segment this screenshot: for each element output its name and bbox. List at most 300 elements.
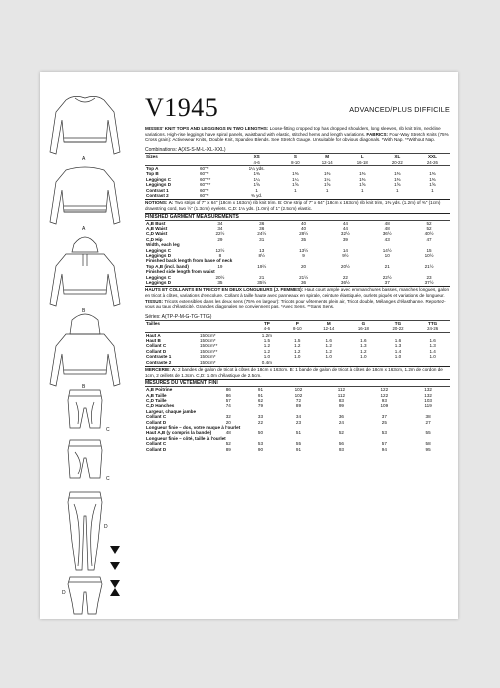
row-label: Finished back length from base of neck	[146, 258, 233, 264]
cell-value: 52	[225, 441, 231, 447]
table-row	[145, 280, 450, 285]
cell-value: 48	[366, 220, 408, 226]
row-label: Top B	[146, 171, 159, 177]
fabric-width: 60"*	[200, 187, 209, 193]
row-label: Largeur, chaque jambe	[146, 408, 197, 414]
cell-value: 20½	[215, 274, 225, 280]
cell-value	[415, 360, 450, 365]
cell-value: 1¼	[253, 176, 260, 182]
cell-value	[345, 193, 380, 198]
cell-value: 34	[295, 414, 302, 420]
view-label-d-front: D	[104, 524, 108, 530]
cell-value: 1.2m	[251, 332, 284, 338]
view-label-b-back: B	[82, 384, 86, 390]
english-notions-text: Two strips of 7" x 64" (18cm x 163cm) rib knit trim. B: One strip of 7" x 64" (18cm x 163cm) rib knit trim, 1⅜ yds. (1.2m) of ⅜" (1cm) drawstring cord, two ½" (1.3cm) eyelets. C,D: 1⅛ yds. (1.0m) of 1" (2.5cm) elastic.	[145, 200, 441, 211]
cell-value: 20	[301, 263, 307, 269]
cell-value: 91	[257, 392, 264, 398]
french-fabrics-text: Tricots extensibles dans les deux sens (75% en largeur): Tricots pour vêtements plein air, Tricot double, Mélanges d'élasthanne. Reportez-vous au taux d'élasticité. Grandes diagonales ne conviennent pas. *Avec Sens. **Sans Sens.	[145, 298, 446, 310]
cell-value: 58	[425, 441, 431, 447]
cell-value: 56	[338, 441, 344, 447]
english-measurement-rows	[145, 220, 450, 285]
cell-value: 51	[295, 430, 302, 436]
cell-value: 12½	[215, 247, 225, 253]
cell-value: 53	[381, 430, 387, 436]
cell-value: 1.2	[263, 343, 271, 349]
cell-value: 23	[295, 419, 302, 425]
english-fabrics-text: Four-Way Stretch Knits (75% Cross grain): Activewear Knits, Double Knit, Spandex Blends. See Stretch Gauge. Unsuitable for obvious diagonals. *With Nap. **Without Nap.	[145, 131, 449, 143]
cell-value: 52	[338, 430, 344, 436]
french-notions-label: MERCERIE: A:	[145, 367, 177, 373]
cell-value: 1.3	[360, 343, 367, 349]
row-label: Contraste 1	[146, 354, 172, 360]
cell-value: 103	[424, 398, 432, 404]
cell-value: 48	[225, 430, 231, 436]
cell-value: 8	[218, 252, 222, 258]
cell-value: 1	[431, 187, 434, 193]
cell-value: 1⅜	[429, 176, 436, 182]
cell-value: 10	[384, 252, 390, 258]
fabric-width: 150cm*	[199, 332, 251, 338]
row-label: Contrast 2	[146, 192, 169, 198]
cell-value: 13	[259, 247, 265, 253]
french-measurements-title: MESURES DU VÊTEMENT FINI	[145, 379, 450, 386]
row-label: C,D Hanches	[146, 403, 175, 409]
cell-value: 1.4	[394, 348, 402, 354]
cell-value: 1.2	[325, 348, 332, 354]
cell-value: 14	[342, 247, 348, 253]
english-combinations: Combinations: A(XS-S-M-L-XL-XXL)	[145, 147, 226, 154]
cell-value: 102	[294, 392, 303, 398]
cell-value: 21	[259, 274, 265, 280]
cell-value: 1.0	[360, 354, 367, 360]
cell-value: 1.6	[394, 338, 402, 344]
cell-value: 112	[320, 387, 362, 393]
cell-value: 38	[425, 414, 431, 420]
pattern-envelope-back	[40, 72, 458, 619]
cell-value: 1.3	[429, 343, 436, 349]
cell-value: 36	[259, 225, 265, 231]
cell-value: 22½	[215, 231, 225, 237]
numeric-size: 12-14	[323, 326, 335, 332]
cell-value: 35½	[257, 280, 267, 286]
fabric-width: 60"*	[200, 171, 209, 177]
fabric-width: 150cm**	[200, 343, 218, 349]
cell-value: 35	[301, 236, 307, 242]
cell-value: 1⅜	[394, 176, 401, 182]
cell-value: 50	[257, 430, 264, 436]
cell-value: 23	[426, 274, 432, 280]
size-col: TG	[381, 320, 416, 326]
row-label: C,D Waist	[146, 231, 168, 237]
english-title: MISSES' KNIT TOPS AND LEGGINGS IN TWO LENGTHS:	[145, 126, 269, 131]
cell-value: 55	[295, 441, 302, 447]
size-col: XXL	[415, 154, 450, 160]
view-label-d-back: D	[62, 590, 66, 596]
numeric-size: 24-26	[426, 159, 438, 165]
cell-value: 13½	[299, 247, 309, 253]
cell-value: 79	[257, 403, 264, 409]
cell-value: 1.6	[325, 338, 332, 344]
english-notions	[145, 199, 450, 211]
cell-value: 1.0	[325, 354, 332, 360]
cell-value	[311, 360, 346, 365]
cell-value: 1⅜	[359, 176, 366, 182]
french-yardage-rows	[145, 332, 450, 365]
size-col: S	[281, 154, 310, 160]
row-label: Leggings D	[146, 280, 172, 286]
french-measurement-table	[145, 386, 450, 452]
difficulty-label: ADVANCED/PLUS DIFFICILE	[349, 105, 450, 114]
leggings-d-back-sketch	[68, 577, 102, 614]
top-a-back-sketch	[50, 167, 120, 224]
cell-value: 89	[295, 403, 302, 409]
cell-value: 1⅝	[253, 182, 260, 188]
cell-value: 1⅜	[324, 171, 331, 177]
cell-value: 21	[384, 263, 390, 269]
cell-value: 31	[259, 236, 265, 242]
cell-value: 34	[217, 225, 223, 231]
cell-value: 102	[277, 387, 321, 393]
fabric-width: 60"*	[199, 165, 232, 171]
french-measurement-rows	[145, 387, 450, 452]
english-size-header: Sizes XS S M L XL XXL	[145, 154, 450, 160]
cell-value: 37	[384, 280, 390, 286]
cell-value: 1.2	[294, 348, 301, 354]
size-col: M	[310, 154, 345, 160]
cell-value: 40	[301, 225, 307, 231]
numeric-size: 4-6	[263, 326, 270, 332]
table-row	[145, 360, 450, 365]
cell-value: 1⅝	[324, 182, 331, 188]
cell-value: 9½	[342, 252, 349, 258]
cell-value	[281, 193, 310, 198]
numeric-size: 8-10	[292, 326, 302, 332]
cell-value: 1.2	[294, 343, 301, 349]
cell-value: 90	[257, 446, 264, 452]
cell-value: 74	[225, 403, 231, 409]
english-measurements-title: FINISHED GARMENT MEASUREMENTS	[145, 213, 450, 220]
cell-value: 1.0	[263, 354, 271, 360]
cell-value: 1⅝	[394, 182, 401, 188]
table-row	[145, 447, 450, 452]
cell-value: 40	[283, 220, 325, 226]
pattern-info	[145, 94, 450, 452]
cell-value: 52	[426, 225, 432, 231]
cell-value: 25	[381, 419, 387, 425]
row-label: Longueur finie – dos, votre nuque à l'ourlet	[146, 425, 241, 431]
numeric-size: 8-10	[291, 159, 300, 165]
cell-value: 47	[426, 236, 432, 242]
french-notions-text: 2 bandes de galon de tricot à côtes de 18cm x 163cm. B: 1 bande de galon de tricot à côtes de 18cm x 163cm, 1.2m de cordon de 1cm, 2 œillets de 1.3cm. C,D: 1.0m d'élastique de 2.5cm.	[145, 367, 443, 378]
fabric-width: 150cm**	[200, 348, 218, 354]
cell-value: 1.6	[360, 338, 367, 344]
cell-value: 1⅝	[359, 182, 366, 188]
english-description	[145, 126, 450, 143]
size-col: TTG	[415, 320, 450, 326]
cell-value: 122	[362, 387, 406, 393]
leggings-c-back-sketch	[68, 440, 102, 478]
numeric-size: 24-26	[427, 326, 439, 332]
cell-value: 27	[425, 419, 431, 425]
fabric-width: 150cm*	[200, 354, 216, 360]
cell-value: 32	[225, 414, 231, 420]
row-label: Leggings C	[146, 176, 172, 182]
cell-value: 48	[384, 225, 390, 231]
english-notions-label: NOTIONS: A:	[145, 200, 174, 206]
cell-value: 86	[225, 392, 231, 398]
cell-value: 22	[342, 274, 348, 280]
cell-value: 89	[225, 446, 231, 452]
english-yardage-rows	[145, 165, 450, 198]
french-fabrics-label: TISSUS:	[145, 298, 164, 304]
cell-value: 37½	[424, 280, 434, 286]
cell-value: 1¼ yds.	[232, 165, 281, 171]
cell-value: 37	[381, 414, 387, 420]
numeric-size: 16-18	[356, 159, 368, 165]
cell-value: 112	[337, 392, 346, 398]
row-label: Collant D	[146, 446, 167, 452]
cell-value: 1.0	[394, 354, 402, 360]
row-label: Contraste 2	[146, 359, 172, 365]
pattern-header	[145, 94, 450, 124]
row-label: Longueur finie – côté, taille à l'ourlet	[146, 435, 226, 441]
cell-value: 52	[408, 220, 450, 226]
size-col: G	[346, 320, 381, 326]
cell-value: 95	[425, 446, 431, 452]
garment-sketches	[40, 72, 132, 619]
stretch-gauge-icon	[110, 546, 120, 596]
cell-value: 1.6	[429, 338, 436, 344]
english-desc-text: Loose-fitting cropped top has dropped shoulders, long sleeves, rib knit trim, neckline variations. High-rise leggings have spiral panels, waistband with elastic, stitched hems and length variations.	[145, 126, 441, 137]
cell-value: 1.5	[294, 338, 301, 344]
cell-value: 39	[342, 236, 348, 242]
english-yardage-table	[145, 153, 450, 198]
english-fabrics-label: FABRICS:	[366, 131, 389, 137]
view-label-c-back: C	[106, 476, 110, 482]
view-label-a-front: A	[82, 156, 86, 162]
cell-value: 1.3	[394, 343, 402, 349]
row-label: Collant C	[146, 414, 167, 420]
cell-value: 24	[338, 419, 344, 425]
row-label: Leggings C	[146, 274, 172, 280]
cell-value: 83	[338, 398, 344, 404]
cell-value: 53	[257, 441, 264, 447]
size-col: XS	[232, 154, 281, 160]
row-label: Collant D	[146, 348, 167, 354]
row-label: Width, each leg	[146, 242, 180, 248]
cell-value: 1¼	[324, 176, 331, 182]
cell-value: 1⅜	[394, 171, 401, 177]
cell-value: 40½	[424, 231, 434, 237]
row-label: C,D Hip	[146, 236, 163, 242]
cell-value: 99	[338, 403, 344, 409]
row-label: A,B Poitrine	[145, 387, 212, 393]
french-sizes-label: Tailles	[145, 320, 199, 326]
cell-value: 44	[324, 220, 366, 226]
cell-value: 1.0	[294, 354, 301, 360]
cell-value: 14½	[382, 247, 392, 253]
cell-value: 57	[225, 398, 231, 404]
cell-value: 93	[338, 446, 344, 452]
cell-value: 1⅜	[359, 171, 366, 177]
cell-value	[415, 193, 450, 198]
cell-value: 1	[360, 187, 364, 193]
pattern-number: V1945	[145, 93, 219, 122]
cell-value: 43	[384, 236, 390, 242]
cell-value: 1⅝	[292, 182, 299, 188]
french-yardage-table	[145, 320, 450, 365]
cell-value: 10½	[424, 252, 434, 258]
cell-value: 1⅝	[429, 182, 436, 188]
cell-value: 22½	[382, 274, 392, 280]
row-label: Collant D	[146, 419, 167, 425]
cell-value: 1.5	[263, 338, 271, 344]
row-label: Collant C	[146, 441, 167, 447]
view-label-a-back: A	[82, 226, 86, 232]
row-label: C,D Taille	[146, 398, 167, 404]
cell-value: 20	[225, 419, 231, 425]
cell-value: 122	[380, 392, 389, 398]
cell-value: 1.2	[263, 348, 271, 354]
cell-value	[380, 193, 415, 198]
row-label: Finished side length from waist	[146, 269, 215, 275]
cell-value: 8½	[258, 252, 265, 258]
cell-value: 36½	[340, 280, 350, 286]
cell-value: 28½	[299, 231, 309, 237]
leggings-c-front-sketch	[68, 390, 102, 428]
row-label: A,B Bust	[145, 220, 199, 226]
french-title: HAUTS ET COLLANTS EN TRICOT EN DEUX LONGUEURS (J. FEMMES):	[145, 287, 304, 293]
cell-value: 9	[302, 252, 305, 258]
french-description	[145, 286, 450, 309]
row-label: Leggings D	[146, 252, 172, 258]
size-col: TP	[251, 320, 284, 326]
cell-value: 109	[380, 403, 389, 409]
cell-value: 33	[257, 414, 264, 420]
row-label: A,B Waist	[146, 225, 168, 231]
cell-value: 1⅜	[253, 171, 260, 177]
cell-value	[381, 360, 416, 365]
cell-value: 35	[217, 280, 223, 286]
numeric-size: 20-22	[391, 159, 403, 165]
row-label: Contrast 1	[146, 187, 169, 193]
leggings-d-front-sketch	[68, 492, 102, 570]
cell-value: 24½	[257, 231, 267, 237]
cell-value: 36	[338, 414, 344, 420]
cell-value: 36	[241, 220, 283, 226]
table-row	[145, 193, 450, 198]
cell-value: 132	[424, 392, 432, 398]
french-desc-text: Haut court ample avec emmanchures basses, manches longues, galon en tricot à côtes, variations d'encolure. Collant à taille haute avec panneaux en spirale, ceinture élastiquée, ourlets piqués et variations de longueur.	[145, 287, 450, 299]
cell-value	[310, 193, 345, 198]
cell-value: 1.2	[360, 348, 367, 354]
numeric-size: 4-6	[253, 159, 260, 165]
row-label: Top A	[145, 165, 199, 171]
top-a-front-sketch	[50, 96, 120, 154]
cell-value: 21½	[299, 274, 309, 280]
line-drawings	[40, 72, 132, 619]
row-label: Top A,B (incl. band)	[146, 263, 189, 269]
size-col: L	[345, 154, 380, 160]
cell-value: 36	[301, 280, 307, 286]
cell-value: 1¼	[292, 176, 299, 182]
cell-value: 132	[406, 387, 450, 393]
fabric-width: 150cm*	[200, 338, 216, 344]
row-label: Collant C	[146, 343, 167, 349]
fabric-width: 60"**	[200, 176, 211, 182]
cell-value: 1.4	[429, 348, 436, 354]
cell-value: 32½	[340, 231, 350, 237]
row-label: Leggings D	[146, 182, 172, 188]
cell-value: 1⅜	[429, 171, 436, 177]
cell-value: 1.2	[325, 343, 332, 349]
numeric-size: 12-14	[321, 159, 333, 165]
french-notions	[145, 366, 450, 378]
cell-value: 1.0	[429, 354, 436, 360]
top-b-back-sketch	[50, 314, 120, 386]
cell-value: 1	[396, 187, 399, 193]
cell-value: 94	[381, 446, 387, 452]
cell-value: 19½	[257, 263, 267, 269]
cell-value: 21½	[424, 263, 434, 269]
cell-value: 0.4m	[261, 359, 272, 365]
fabric-width: 150cm*	[200, 359, 216, 365]
cell-value: 15	[426, 247, 432, 253]
cell-value: 20½	[340, 263, 350, 269]
cell-value: 86	[212, 387, 244, 393]
numeric-size: 16-18	[357, 326, 369, 332]
numeric-size: 20-22	[392, 326, 404, 332]
cell-value: 19	[217, 263, 223, 269]
cell-value: 55	[425, 430, 431, 436]
french-series: Séries: A(TP-P-M-G-TG-TTG)	[145, 313, 212, 320]
size-col: P	[283, 320, 311, 326]
cell-value: 62	[257, 398, 264, 404]
row-label: Haut A,B (y compris la bande)	[146, 430, 212, 436]
cell-value: 91	[244, 387, 276, 393]
cell-value: 29	[217, 236, 223, 242]
size-col: XL	[380, 154, 415, 160]
cell-value: 57	[381, 441, 387, 447]
row-label: Leggings C	[146, 247, 172, 253]
cell-value: 93	[381, 398, 387, 404]
fabric-width: 60"**	[200, 182, 211, 188]
view-label-b-front: B	[82, 308, 86, 314]
cell-value: 1	[255, 187, 258, 193]
cell-value: 44	[342, 225, 348, 231]
row-label: Haut A	[145, 332, 199, 338]
cell-value: 119	[424, 403, 432, 409]
cell-value: 1⅜	[292, 171, 299, 177]
cell-value: 72	[295, 398, 302, 404]
size-col: M	[311, 320, 346, 326]
cell-value: 91	[295, 446, 302, 452]
cell-value: ⅜ yd.	[251, 192, 263, 198]
english-measurement-table	[145, 220, 450, 286]
fabric-width: 60"*	[200, 192, 209, 198]
top-b-front-sketch	[50, 237, 120, 306]
view-label-c-front: C	[106, 427, 110, 433]
cell-value	[346, 360, 381, 365]
row-label: A,B Taille	[146, 392, 167, 398]
row-label: Haut B	[146, 338, 161, 344]
cell-value: 36½	[382, 231, 392, 237]
cell-value	[283, 360, 311, 365]
cell-value: 1	[325, 187, 329, 193]
cell-value: 1	[294, 187, 297, 193]
cell-value: 34	[199, 220, 241, 226]
cell-value: 22	[257, 419, 264, 425]
